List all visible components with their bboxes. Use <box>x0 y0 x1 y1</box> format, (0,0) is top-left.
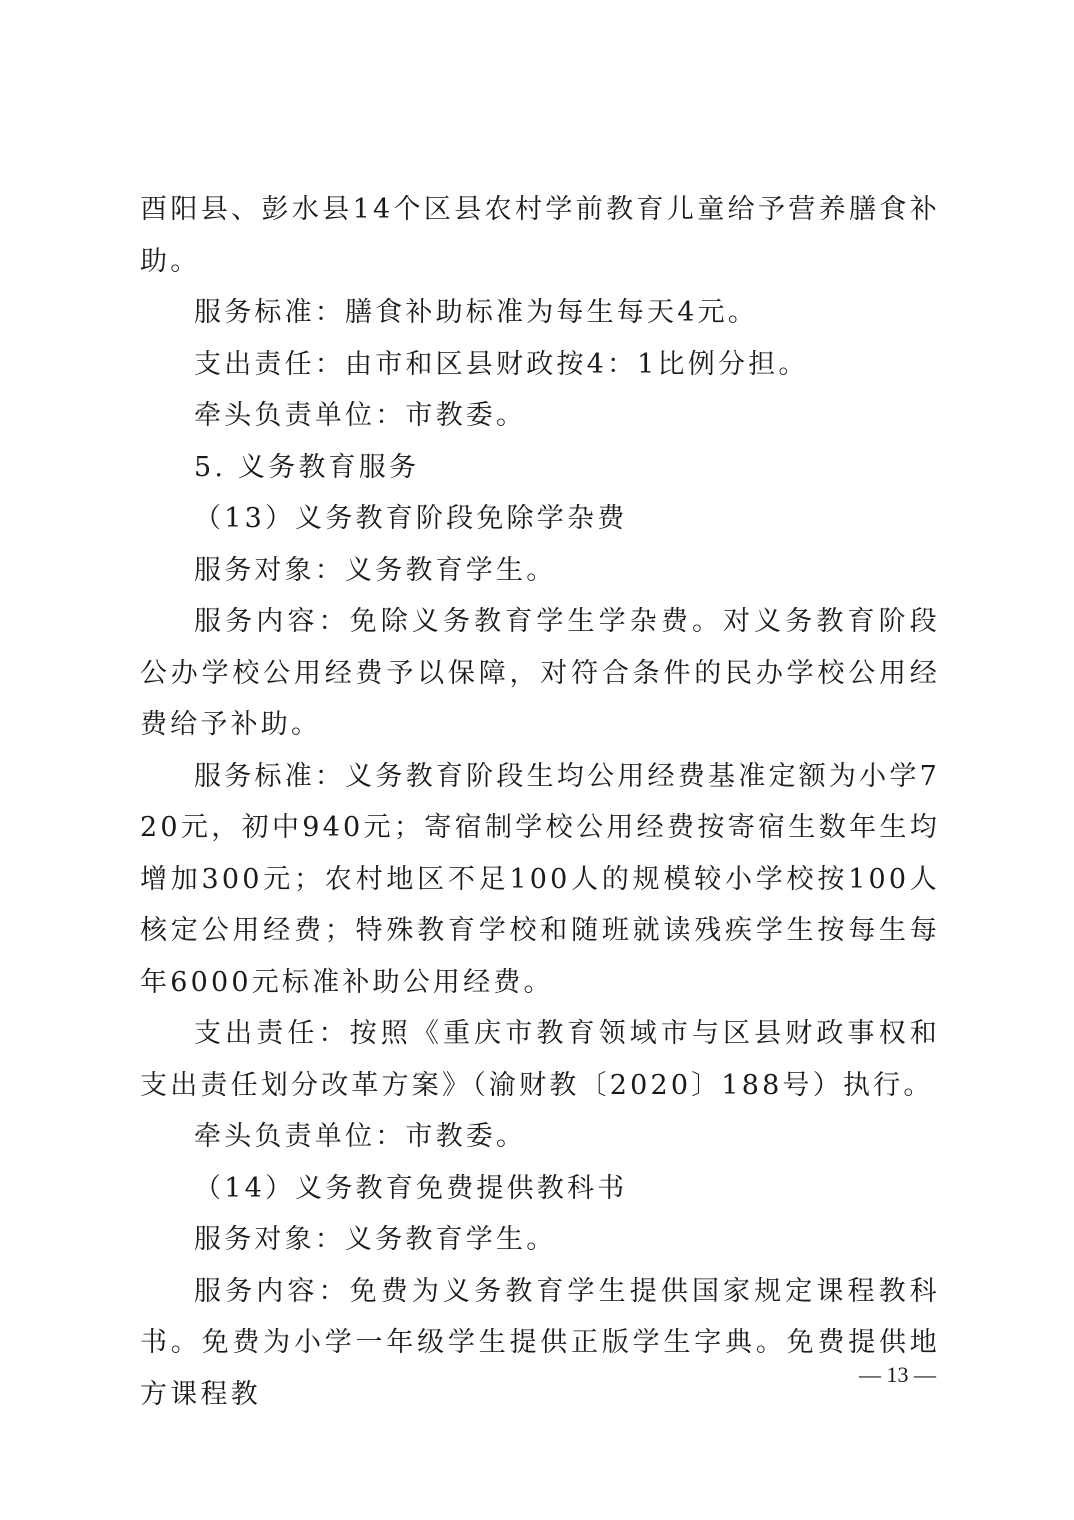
paragraph: 服务标准：膳食补助标准为每生每天4元。 <box>194 297 758 328</box>
paragraph: 支出责任：由市和区县财政按4：1比例分担。 <box>194 348 809 380</box>
paragraph: 牵头负责单位：市教委。 <box>194 400 527 431</box>
paragraph: 服务标准：义务教育阶段生均公用经费基准定额为小学720元，初中940元；寄宿制学校公用经费按寄宿生数年生均增加300元；农村地区不足100人的规模较小学校按100人核定公用经费；特殊教育学校和随班就读残疾学生按每生每年6000元标准补助公用经费。 <box>140 760 940 998</box>
document-body <box>140 184 940 1420</box>
paragraph: 服务内容：免除义务教育学生学杂费。对义务教育阶段公办学校公用经费予以保障，对符合条件的民办学校公用经费给予补助。 <box>140 606 940 740</box>
paragraph: （14）义务教育免费提供教科书 <box>194 1172 628 1204</box>
paragraph: （13）义务教育阶段免除学杂费 <box>194 503 628 534</box>
paragraph: 5. 义务教育服务 <box>194 451 420 483</box>
paragraph: 支出责任：按照《重庆市教育领域市与区县财政事权和支出责任划分改革方案》（渝财教〔2020〕188号）执行。 <box>140 1018 940 1101</box>
paragraph: 服务对象：义务教育学生。 <box>194 554 557 586</box>
page-number: — 13 — <box>859 1362 936 1387</box>
paragraph: 牵头负责单位：市教委。 <box>194 1121 527 1152</box>
paragraph: 服务内容：免费为义务教育学生提供国家规定课程教科书。免费为小学一年级学生提供正版学生字典。免费提供地方课程教 <box>140 1275 940 1410</box>
paragraph: 酉阳县、彭水县14个区县农村学前教育儿童给予营养膳食补助。 <box>140 194 940 277</box>
paragraph: 服务对象：义务教育学生。 <box>194 1224 557 1255</box>
